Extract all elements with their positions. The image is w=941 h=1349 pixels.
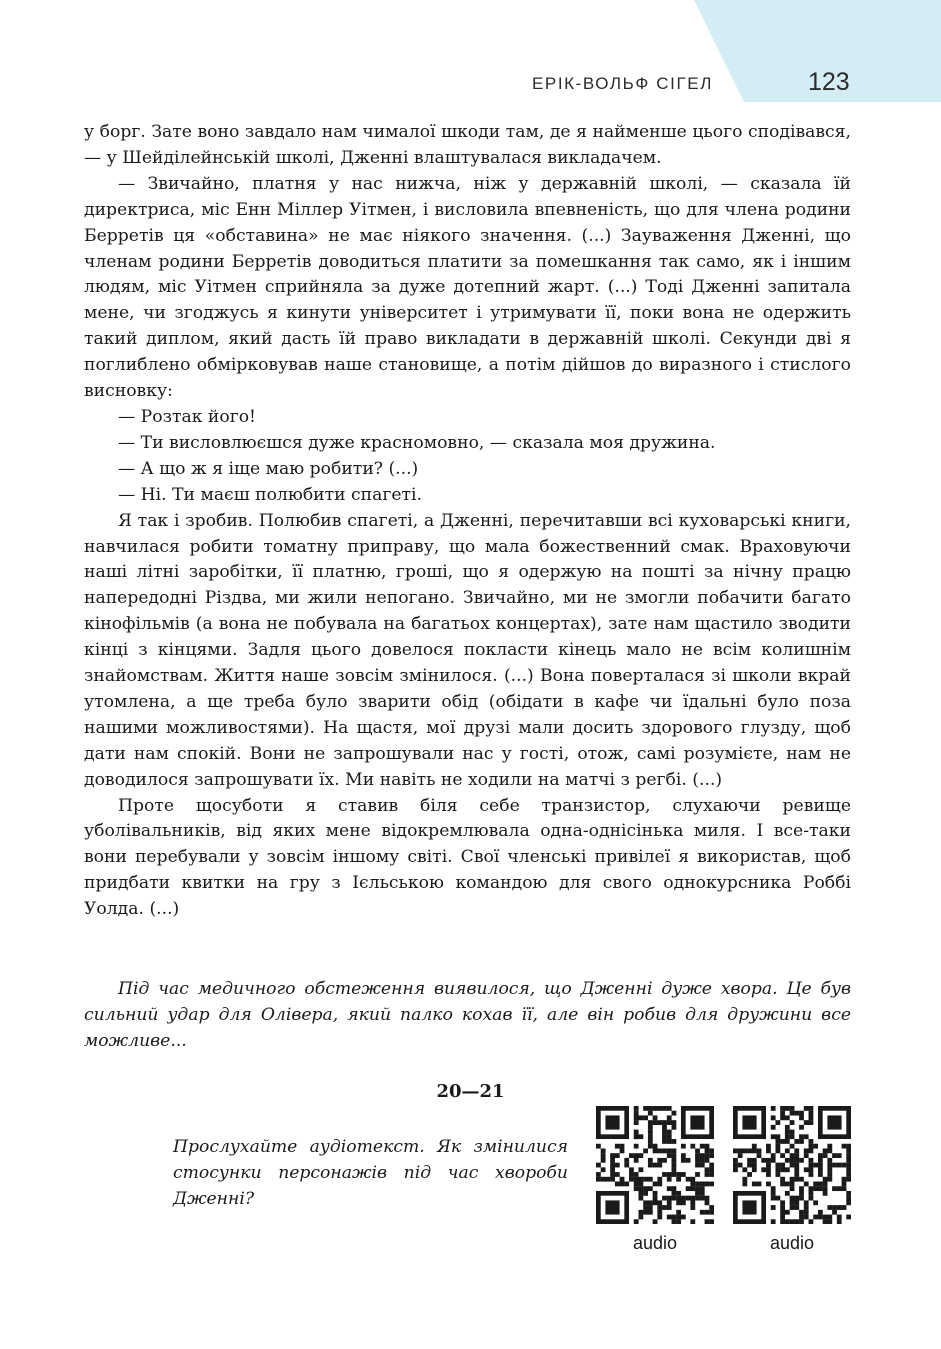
dialogue-line: — А що ж я іще маю робити? (...) [118, 458, 419, 479]
plot-summary: Під час медичного обстеження виявилося, що Дженні дуже хвора. Це був сильний удар для Олівера, який палко кохав її, але він робив для дружини все можливе... [84, 979, 851, 1051]
page-number: 123 [808, 68, 850, 96]
paragraph: — Звичайно, платня у нас нижча, ніж у державній школі, — сказала їй директриса, міс Енн Міллер Уітмен, і висловила впевненість, що для члена родини Берретів ця «обставина» не має ніякого значення. (...) Зауваження Дженні, що членам родини Берретів доводиться платити за помешкання так само, як і іншим людям, міс Уітмен сприйняла за дуже дотепний жарт. (...) Тоді Дженні запитала мене, чи згоджусь я кинути університет і утримувати її, поки вона не одержить такий диплом, який дасть їй право викладати в державній школі. Секунди дві я поглиблено обмірковував наше становище, а потім дійшов до виразного і стислого висновку: [84, 173, 851, 402]
listening-task: Прослухайте аудіотекст. Як змінилися стосунки персонажів під час хвороби Дженні? [173, 1137, 568, 1209]
section-number: 20—21 [436, 1081, 505, 1102]
qr-code-icon[interactable] [596, 1106, 714, 1224]
paragraph: у борг. Зате воно завдало нам чималої шкоди там, де я найменше цього сподівався, — у Шейділейнській школі, Дженні влаштувалася викладачем. [84, 122, 851, 168]
dialogue-line: — Ти висловлюєшся дуже красномовно, — сказала моя дружина. [118, 432, 716, 453]
paragraph: Проте щосуботи я ставив біля себе транзистор, слухаючи ревище уболівальників, від яких мене відокремлювала одна-однісінька миля. І все-таки вони перебували у зовсім іншому світі. Свої членські привілеї я використав, щоб придбати квитки на гру з Ієльською командою для свого однокурсника Роббі Уолда. (...) [84, 795, 851, 920]
story-excerpt [84, 120, 851, 923]
header-tab-decoration [0, 0, 941, 102]
dialogue-line: — Ні. Ти маєш полюбити спагеті. [118, 484, 423, 505]
qr-code-audio-2[interactable] [733, 1106, 851, 1254]
qr-caption: audio [769, 1233, 815, 1253]
qr-code-audio-1[interactable] [596, 1106, 714, 1254]
running-head-author: ЕРІК-ВОЛЬФ СІГЕЛ [531, 74, 713, 93]
dialogue-line: — Розтак його! [118, 406, 256, 427]
paragraph: Я так і зробив. Полюбив спагеті, а Дженні, перечитавши всі куховарські книги, навчилася робити томатну приправу, що мала божественний смак. Враховуючи наші літні заробітки, її платню, гроші, що я одержую на пошті за нічну працю напередодні Різдва, ми жили непогано. Звичайно, ми не змогли побачити багато кінофільмів (а вона не побувала на багатьох концертах), зате нам щастило зводити кінці з кінцями. Задля цього довелося покласти кінець мало не всім колишнім знайомствам. Життя наше зовсім змінилося. (...) Вона поверталася зі школи вкрай утомлена, а ще треба було зварити обід (обідати в кафе чи їдальні було поза нашими можливостями). На щастя, мої друзі мали досить здорового глузду, щоб дати нам спокій. Вони не запрошували нас у гості, отож, самі розумієте, нам не доводилося запрошувати їх. Ми навіть не ходили на матчі з регбі. (...) [84, 510, 851, 790]
qr-caption: audio [632, 1233, 678, 1253]
qr-code-icon[interactable] [733, 1106, 851, 1224]
